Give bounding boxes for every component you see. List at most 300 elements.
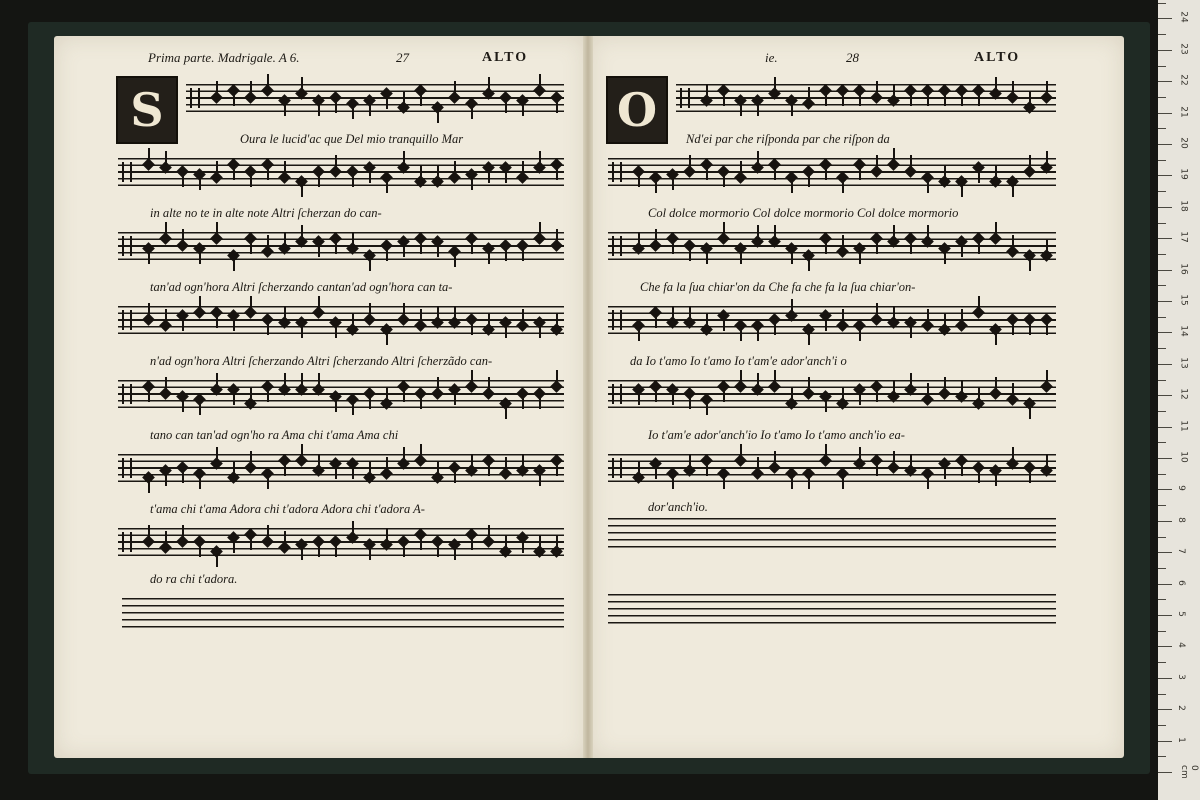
note-stem xyxy=(539,395,541,409)
note-stem xyxy=(471,370,473,384)
note-stem xyxy=(978,92,980,106)
note-stem xyxy=(250,173,252,187)
left-lyrics-line-1: Oura le lucid'ac que Del mio tranquillo Mar xyxy=(240,132,464,146)
ruler-tick xyxy=(1158,395,1172,396)
ruler-label: 20 xyxy=(1178,137,1189,149)
note-stem xyxy=(403,151,405,165)
note-stem xyxy=(216,447,218,461)
note-stem xyxy=(978,169,980,183)
note-stem xyxy=(437,543,439,557)
note-stem xyxy=(842,235,844,249)
ruler-label: 3 xyxy=(1175,673,1186,680)
c-clef-icon xyxy=(122,384,132,404)
note-stem xyxy=(791,299,793,313)
note-stem xyxy=(706,313,708,327)
ruler-minor-tick xyxy=(1158,128,1166,129)
note-stem xyxy=(284,102,286,116)
note-stem xyxy=(689,155,691,169)
ruler-minor-tick xyxy=(1158,66,1166,67)
right-lyrics-line-6: dor'anch'io. xyxy=(648,500,708,514)
note-stem xyxy=(454,161,456,175)
note-stem xyxy=(842,92,844,106)
note-stem xyxy=(403,91,405,105)
note-stem xyxy=(910,454,912,468)
note-stem xyxy=(638,327,640,341)
ruler-label: 24 xyxy=(1178,11,1189,24)
note-stem xyxy=(488,462,490,476)
ruler-label: 18 xyxy=(1178,200,1189,212)
note-stem xyxy=(825,166,827,180)
note-stem xyxy=(522,247,524,261)
ruler-label: 8 xyxy=(1175,516,1186,523)
note-stem xyxy=(318,373,320,387)
note-stem xyxy=(944,92,946,106)
right-staff-6 xyxy=(608,454,1056,482)
ruler-tick xyxy=(1158,521,1172,522)
ruler-tick xyxy=(1158,646,1172,647)
note-stem xyxy=(978,469,980,483)
note-stem xyxy=(706,166,708,180)
note-stem xyxy=(233,391,235,405)
note-stem xyxy=(318,173,320,187)
note-stem xyxy=(927,225,929,239)
note-stem xyxy=(808,331,810,345)
note-stem xyxy=(1046,321,1048,335)
c-clef-icon xyxy=(122,532,132,552)
book-gutter xyxy=(583,36,593,758)
note-stem xyxy=(505,169,507,183)
ruler-tick xyxy=(1158,301,1172,302)
ruler-tick xyxy=(1158,50,1172,51)
note-stem xyxy=(250,240,252,254)
note-stem xyxy=(791,102,793,116)
note-stem xyxy=(740,102,742,116)
note-stem xyxy=(723,475,725,489)
ruler-minor-tick xyxy=(1158,599,1166,600)
ruler-tick xyxy=(1158,238,1172,239)
note-stem xyxy=(420,92,422,106)
note-stem xyxy=(876,388,878,402)
note-stem xyxy=(386,179,388,193)
note-stem xyxy=(893,148,895,162)
note-stem xyxy=(301,444,303,458)
left-lyrics-line-4: n'ad ogn'hora Altri ſcherzando Altri ſcherzando Altri ſcherzãdo can- xyxy=(150,354,493,368)
note-stem xyxy=(165,377,167,391)
note-stem xyxy=(842,475,844,489)
note-stem xyxy=(910,92,912,106)
note-stem xyxy=(352,401,354,415)
note-stem xyxy=(267,166,269,180)
note-stem xyxy=(706,250,708,264)
ruler-minor-tick xyxy=(1158,3,1166,4)
ruler-label: 19 xyxy=(1178,168,1189,181)
note-stem xyxy=(723,388,725,402)
note-stem xyxy=(522,454,524,468)
note-stem xyxy=(655,179,657,193)
ruler-tick xyxy=(1158,458,1172,459)
ruler-label: 10 xyxy=(1178,451,1189,463)
note-stem xyxy=(352,105,354,119)
note-stem xyxy=(1029,321,1031,335)
c-clef-icon xyxy=(612,236,622,256)
note-stem xyxy=(995,77,997,91)
ruler-label: 1 xyxy=(1175,736,1186,743)
note-stem xyxy=(740,444,742,458)
note-stem xyxy=(199,475,201,489)
note-stem xyxy=(825,398,827,412)
left-lyrics-line-5: tano can tan'ad ogn'ho ra Ama chi t'ama Ama chi xyxy=(150,428,399,442)
note-stem xyxy=(403,243,405,257)
note-stem xyxy=(808,87,810,101)
note-stem xyxy=(825,240,827,254)
note-stem xyxy=(672,240,674,254)
note-stem xyxy=(216,553,218,567)
note-stem xyxy=(182,229,184,243)
right-empty-staff-1 xyxy=(608,518,1056,548)
ruler-minor-tick xyxy=(1158,191,1166,192)
note-stem xyxy=(437,461,439,475)
right-empty-staff-2 xyxy=(608,594,1056,624)
ruler-tick xyxy=(1158,144,1172,145)
note-stem xyxy=(488,377,490,391)
note-stem xyxy=(638,173,640,187)
ruler-minor-tick xyxy=(1158,505,1166,506)
note-stem xyxy=(165,531,167,545)
note-stem xyxy=(723,222,725,236)
note-stem xyxy=(655,465,657,479)
note-stem xyxy=(774,225,776,239)
note-stem xyxy=(505,405,507,419)
note-stem xyxy=(233,461,235,475)
note-stem xyxy=(876,240,878,254)
ruler-minor-tick xyxy=(1158,662,1166,663)
note-stem xyxy=(267,235,269,249)
ruler-label: 17 xyxy=(1178,231,1189,243)
note-stem xyxy=(182,525,184,539)
note-stem xyxy=(757,373,759,387)
right-header-fragment: ie. xyxy=(765,50,778,65)
note-stem xyxy=(386,331,388,345)
ruler-tick xyxy=(1158,113,1172,114)
c-clef-icon xyxy=(122,162,132,182)
note-stem xyxy=(1046,454,1048,468)
note-stem xyxy=(352,173,354,187)
ruler-tick xyxy=(1158,584,1172,585)
note-stem xyxy=(539,74,541,88)
note-stem xyxy=(791,475,793,489)
note-stem xyxy=(672,391,674,405)
ruler-minor-tick xyxy=(1158,97,1166,98)
ruler-minor-tick xyxy=(1158,380,1166,381)
ruler-tick xyxy=(1158,207,1172,208)
note-stem xyxy=(420,536,422,550)
note-stem xyxy=(284,531,286,545)
ruler-label: 5 xyxy=(1175,611,1186,617)
note-stem xyxy=(284,462,286,476)
ruler-minor-tick xyxy=(1158,254,1166,255)
note-stem xyxy=(505,324,507,338)
note-stem xyxy=(352,521,354,535)
note-stem xyxy=(454,391,456,405)
note-stem xyxy=(808,377,810,391)
c-clef-icon xyxy=(612,162,622,182)
ruler-label: 15 xyxy=(1178,294,1189,306)
note-stem xyxy=(182,317,184,331)
left-lyrics-line-7: do ra chi t'adora. xyxy=(150,572,238,586)
note-stem xyxy=(488,313,490,327)
note-stem xyxy=(655,388,657,402)
note-stem xyxy=(723,317,725,331)
note-stem xyxy=(539,324,541,338)
note-stem xyxy=(859,327,861,341)
ruler-minor-tick xyxy=(1158,442,1166,443)
note-stem xyxy=(961,183,963,197)
note-stem xyxy=(182,173,184,187)
note-stem xyxy=(556,370,558,384)
note-stem xyxy=(301,183,303,197)
ruler-tick xyxy=(1158,709,1172,710)
ruler-tick xyxy=(1158,364,1172,365)
note-stem xyxy=(148,525,150,539)
note-stem xyxy=(267,525,269,539)
right-voice-label: ALTO xyxy=(974,50,1021,65)
ruler-label: 13 xyxy=(1178,357,1189,369)
note-stem xyxy=(1012,81,1014,95)
note-stem xyxy=(638,232,640,246)
ruler-tick xyxy=(1158,741,1172,742)
note-stem xyxy=(1029,405,1031,419)
right-page-number: 28 xyxy=(846,50,859,65)
note-stem xyxy=(369,169,371,183)
note-stem xyxy=(318,543,320,557)
ruler-tick xyxy=(1158,552,1172,553)
note-stem xyxy=(961,243,963,257)
note-stem xyxy=(369,102,371,116)
note-stem xyxy=(859,92,861,106)
note-stem xyxy=(1029,257,1031,271)
note-stem xyxy=(386,387,388,401)
note-stem xyxy=(369,257,371,271)
ruler-tick xyxy=(1158,332,1172,333)
note-stem xyxy=(995,377,997,391)
note-stem xyxy=(944,250,946,264)
note-stem xyxy=(454,81,456,95)
note-stem xyxy=(689,454,691,468)
note-stem xyxy=(740,161,742,175)
ruler-label: 7 xyxy=(1175,548,1186,555)
note-stem xyxy=(505,457,507,471)
note-stem xyxy=(556,535,558,549)
note-stem xyxy=(420,165,422,179)
note-stem xyxy=(995,222,997,236)
note-stem xyxy=(216,314,218,328)
note-stem xyxy=(471,321,473,335)
note-stem xyxy=(471,105,473,119)
note-stem xyxy=(706,401,708,415)
note-stem xyxy=(655,314,657,328)
note-stem xyxy=(944,465,946,479)
note-stem xyxy=(148,479,150,493)
c-clef-icon xyxy=(680,88,690,108)
left-lyrics-line-2: in alte no te in alte note Altri ſcherzan do can- xyxy=(150,206,382,220)
note-stem xyxy=(672,306,674,320)
note-stem xyxy=(335,155,337,169)
note-stem xyxy=(437,243,439,257)
note-stem xyxy=(1046,151,1048,165)
note-stem xyxy=(893,306,895,320)
note-stem xyxy=(369,546,371,560)
note-stem xyxy=(757,327,759,341)
note-stem xyxy=(825,317,827,331)
note-stem xyxy=(539,222,541,236)
note-stem xyxy=(352,465,354,479)
note-stem xyxy=(335,543,337,557)
ruler-label: 0 cm xyxy=(1179,765,1199,779)
note-stem xyxy=(539,472,541,486)
note-stem xyxy=(301,77,303,91)
note-stem xyxy=(876,155,878,169)
note-stem xyxy=(927,92,929,106)
note-stem xyxy=(556,313,558,327)
note-stem xyxy=(216,222,218,236)
note-stem xyxy=(284,161,286,175)
note-stem xyxy=(267,321,269,335)
note-stem xyxy=(791,250,793,264)
note-stem xyxy=(1012,447,1014,461)
ruler-label: 14 xyxy=(1178,325,1189,338)
left-staff-4 xyxy=(118,306,564,334)
left-voice-label: ALTO xyxy=(482,50,529,65)
note-stem xyxy=(978,387,980,401)
note-stem xyxy=(638,461,640,475)
ruler-minor-tick xyxy=(1158,34,1166,35)
note-stem xyxy=(386,95,388,109)
note-stem xyxy=(335,465,337,479)
note-stem xyxy=(774,370,776,384)
note-stem xyxy=(471,176,473,190)
note-stem xyxy=(539,151,541,165)
note-stem xyxy=(961,462,963,476)
ruler-tick xyxy=(1158,489,1172,490)
note-stem xyxy=(165,309,167,323)
note-stem xyxy=(808,475,810,489)
note-stem xyxy=(369,461,371,475)
note-stem xyxy=(182,398,184,412)
note-stem xyxy=(403,447,405,461)
note-stem xyxy=(148,388,150,402)
note-stem xyxy=(335,324,337,338)
note-stem xyxy=(488,77,490,91)
note-stem xyxy=(199,296,201,310)
note-stem xyxy=(556,166,558,180)
note-stem xyxy=(757,151,759,165)
ruler-label: 12 xyxy=(1178,388,1189,400)
note-stem xyxy=(774,166,776,180)
note-stem xyxy=(386,247,388,261)
note-stem xyxy=(672,176,674,190)
ruler-minor-tick xyxy=(1158,568,1166,569)
note-stem xyxy=(1012,321,1014,335)
note-stem xyxy=(978,240,980,254)
note-stem xyxy=(774,451,776,465)
note-stem xyxy=(522,161,524,175)
ruler-label: 21 xyxy=(1178,105,1189,118)
note-stem xyxy=(944,165,946,179)
note-stem xyxy=(859,391,861,405)
ruler-label: 23 xyxy=(1178,43,1189,55)
note-stem xyxy=(420,444,422,458)
note-stem xyxy=(267,475,269,489)
note-stem xyxy=(284,373,286,387)
note-stem xyxy=(505,247,507,261)
note-stem xyxy=(740,370,742,384)
note-stem xyxy=(689,247,691,261)
ruler-minor-tick xyxy=(1158,474,1166,475)
note-stem xyxy=(369,303,371,317)
note-stem xyxy=(927,475,929,489)
note-stem xyxy=(757,457,759,471)
note-stem xyxy=(216,373,218,387)
left-empty-staff xyxy=(122,598,564,628)
ruler-minor-tick xyxy=(1158,317,1166,318)
note-stem xyxy=(505,535,507,549)
note-stem xyxy=(1046,370,1048,384)
ruler-minor-tick xyxy=(1158,725,1166,726)
note-stem xyxy=(301,546,303,560)
note-stem xyxy=(910,240,912,254)
c-clef-icon xyxy=(612,310,622,330)
note-stem xyxy=(859,166,861,180)
note-stem xyxy=(148,148,150,162)
note-stem xyxy=(420,309,422,323)
note-stem xyxy=(944,377,946,391)
note-stem xyxy=(335,398,337,412)
note-stem xyxy=(808,173,810,187)
note-stem xyxy=(808,257,810,271)
note-stem xyxy=(859,447,861,461)
note-stem xyxy=(876,462,878,476)
right-decorated-initial xyxy=(606,76,668,144)
ruler-minor-tick xyxy=(1158,756,1166,757)
ruler-tick xyxy=(1158,18,1172,19)
note-stem xyxy=(774,321,776,335)
note-stem xyxy=(148,250,150,264)
note-stem xyxy=(216,81,218,95)
note-stem xyxy=(825,444,827,458)
note-stem xyxy=(318,296,320,310)
note-stem xyxy=(352,313,354,327)
note-stem xyxy=(791,387,793,401)
note-stem xyxy=(216,161,218,175)
right-lyrics-line-1: Nd'ei par che riſponda par che riſpon da xyxy=(686,132,890,146)
note-stem xyxy=(1012,235,1014,249)
note-stem xyxy=(199,401,201,415)
note-stem xyxy=(352,232,354,246)
ruler-label: 9 xyxy=(1175,485,1186,492)
note-stem xyxy=(437,377,439,391)
note-stem xyxy=(165,151,167,165)
ruler-minor-tick xyxy=(1158,537,1166,538)
note-stem xyxy=(386,457,388,471)
note-stem xyxy=(471,454,473,468)
ruler-tick xyxy=(1158,81,1172,82)
ruler-label: 4 xyxy=(1175,642,1186,649)
note-stem xyxy=(859,250,861,264)
note-stem xyxy=(1029,91,1031,105)
note-stem xyxy=(403,543,405,557)
note-stem xyxy=(961,92,963,106)
c-clef-icon xyxy=(190,88,200,108)
